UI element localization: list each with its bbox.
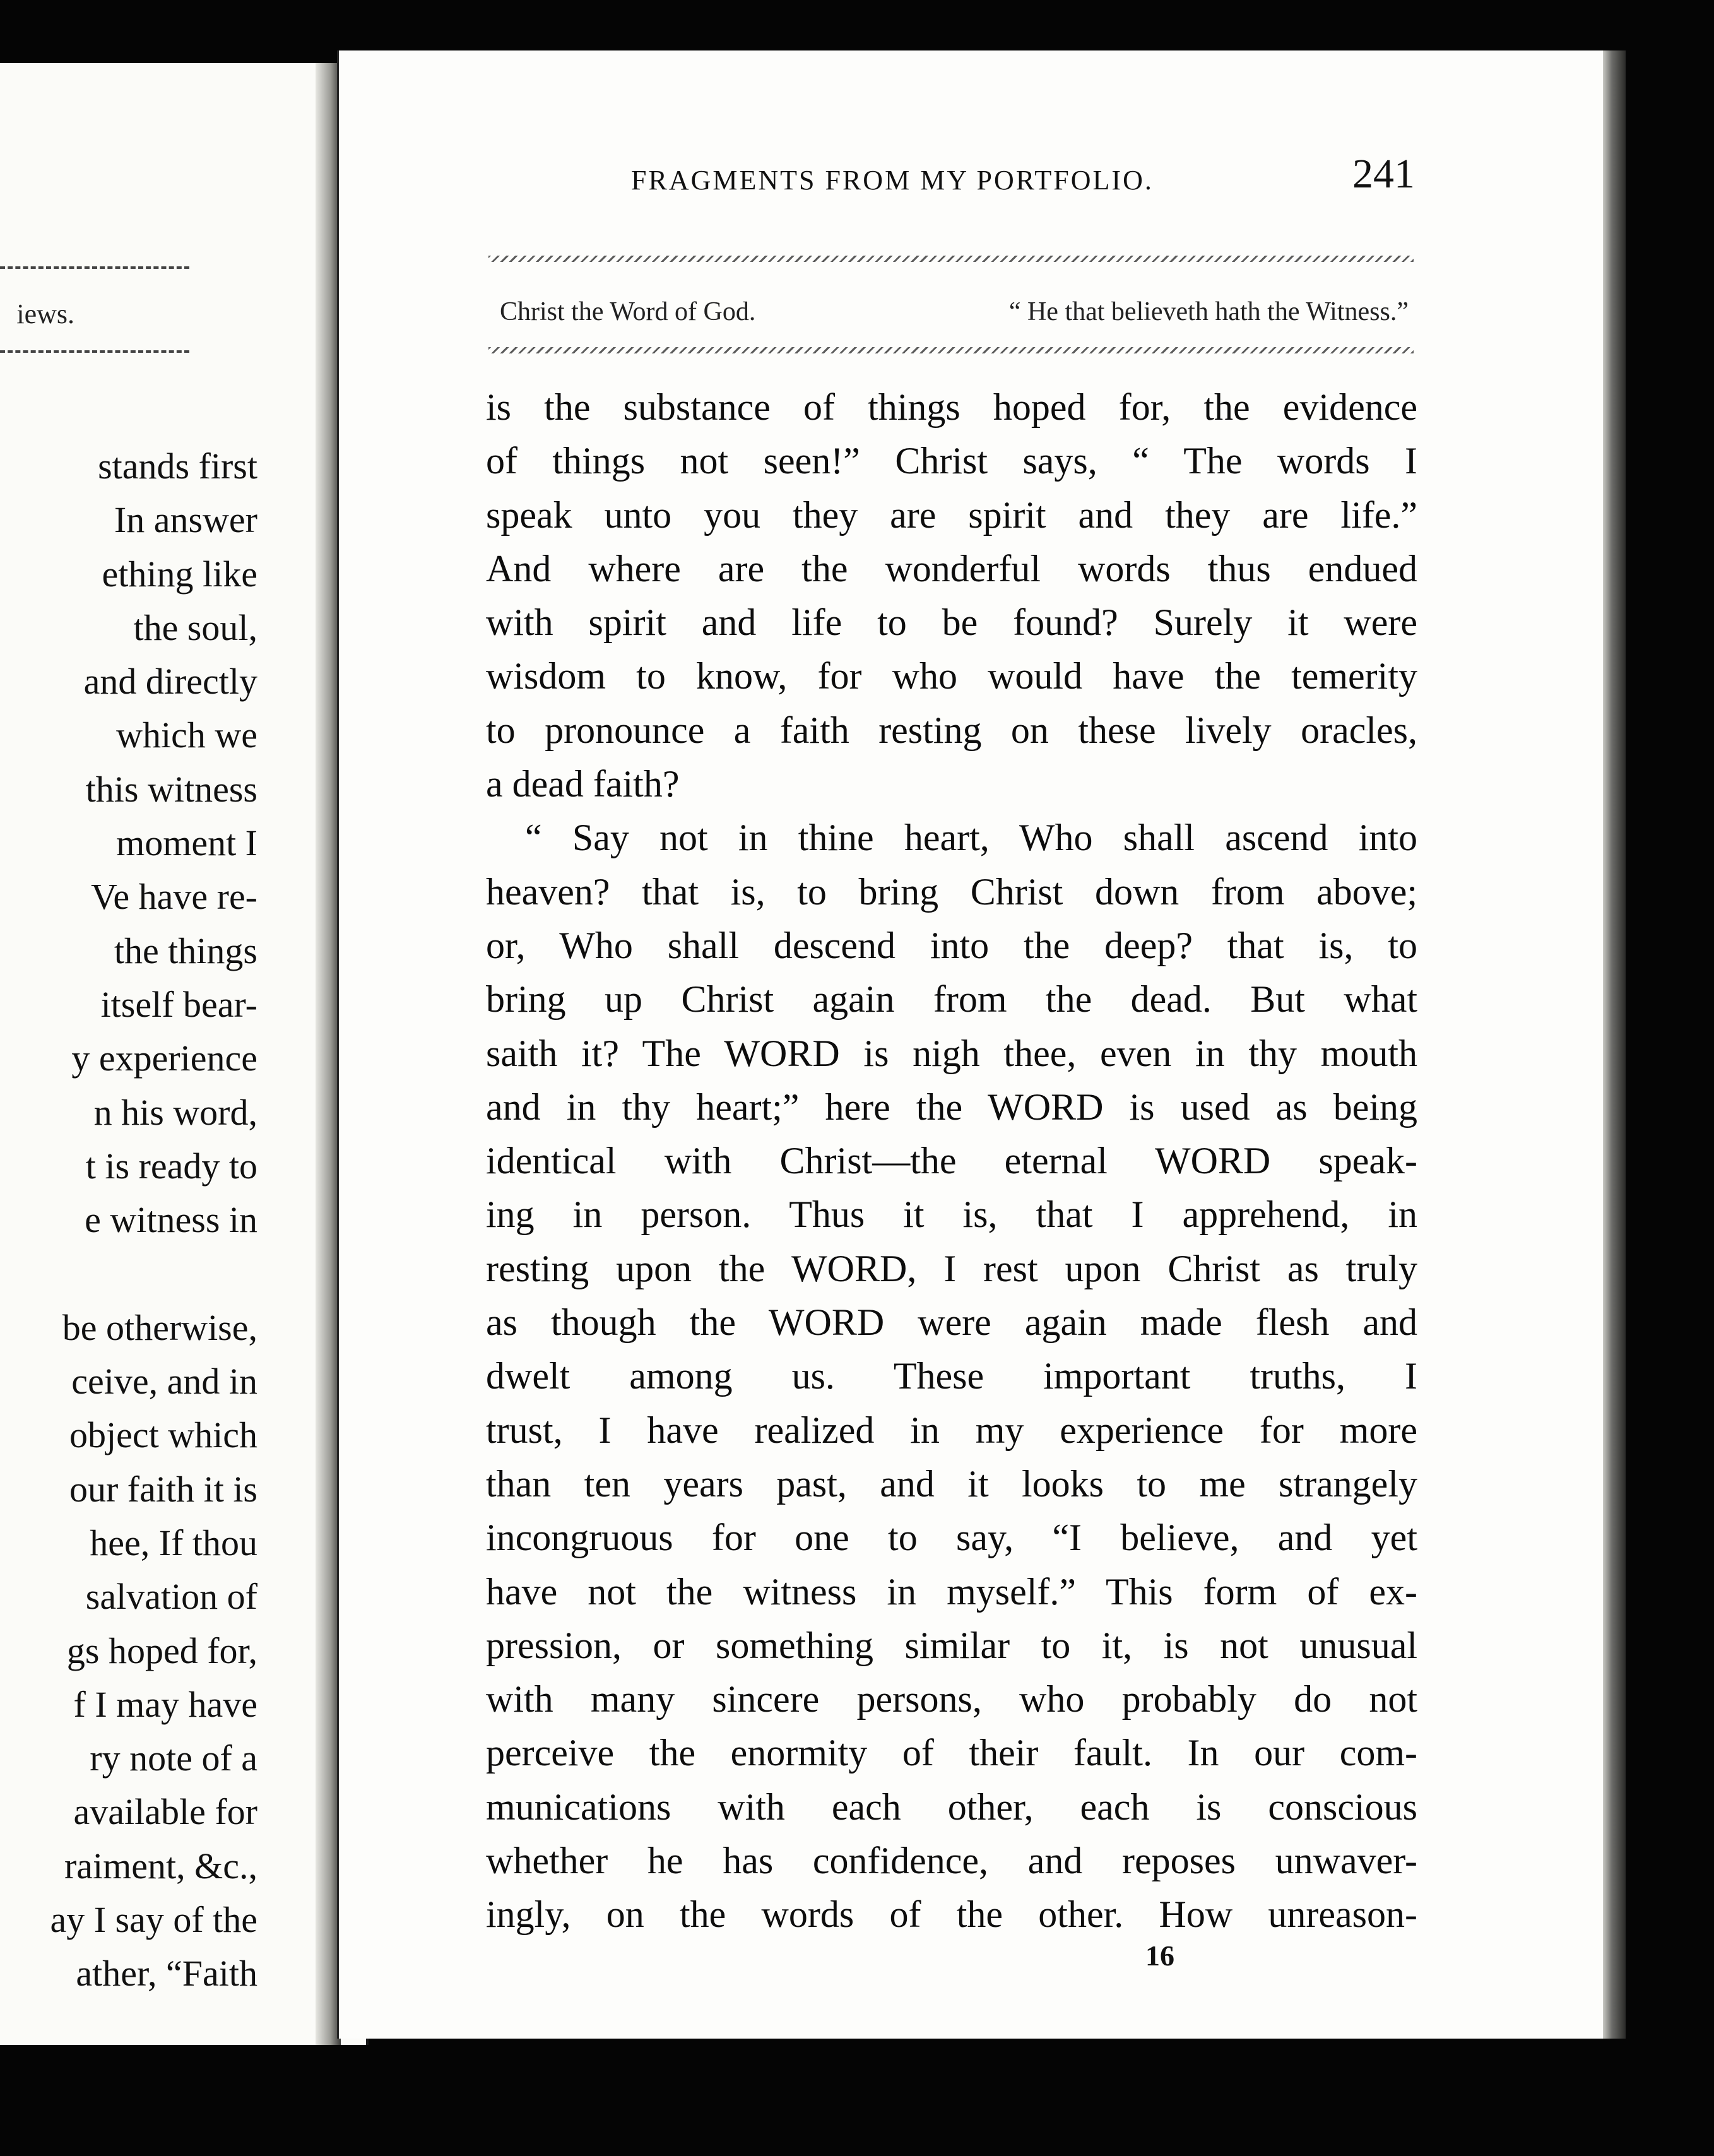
- signature-number: 16: [1145, 1940, 1174, 1972]
- left-text-line: this witness: [85, 768, 257, 810]
- running-title: FRAGMENTS FROM MY PORTFOLIO.: [631, 165, 1154, 196]
- body-text-line: pression, or something similar to it, is not unusual: [486, 1624, 1417, 1666]
- left-text-line: f I may have: [73, 1683, 257, 1725]
- left-text-line: and directly: [83, 661, 257, 702]
- left-text-line: [50, 1247, 257, 1300]
- header-rule-bottom: [488, 347, 1414, 353]
- body-text-line: identical with Christ—the eternal WORD speak-: [486, 1140, 1417, 1182]
- body-text-line: dwelt among us. These important truths, I: [486, 1355, 1417, 1397]
- subhead-right: “ He that believeth hath the Witness.”: [1008, 297, 1409, 326]
- header-rule-top: [488, 256, 1414, 262]
- section-subheads: [500, 297, 1409, 327]
- left-text-line: which we: [116, 714, 257, 756]
- body-text-line: or, Who shall descend into the deep? that is, to: [486, 924, 1417, 966]
- body-text-line: ingly, on the words of the other. How unreason-: [486, 1893, 1417, 1936]
- body-text-line: perceive the enormity of their fault. In our com-: [486, 1732, 1417, 1774]
- body-text-line: wisdom to know, for who would have the temerity: [486, 655, 1417, 697]
- body-text-line: trust, I have realized in my experience for more: [486, 1409, 1417, 1451]
- body-text-line: whether he has confidence, and reposes unwaver-: [486, 1840, 1417, 1882]
- body-text-line: have not the witness in myself.” This form of ex-: [486, 1570, 1417, 1613]
- body-text-line: speak unto you they are spirit and they are life.”: [486, 494, 1417, 536]
- left-text-line: itself bear-: [100, 983, 257, 1025]
- left-running-head: iews.: [16, 299, 74, 329]
- left-text-line: y experience: [71, 1038, 257, 1079]
- body-text-line: of things not seen!” Christ says, “ The words I: [486, 440, 1417, 482]
- page-body-text: [486, 381, 1417, 1942]
- body-text-line: ing in person. Thus it is, that I apprehend, in: [486, 1194, 1417, 1236]
- left-text-line: ay I say of the: [50, 1899, 257, 1941]
- left-text-line: ry note of a: [90, 1738, 257, 1779]
- signature-mark: [0, 1939, 1714, 1972]
- left-text-line: ather, “Faith: [76, 1953, 257, 1994]
- body-text-line: saith it? The WORD is nigh thee, even in thy mouth: [486, 1032, 1417, 1074]
- body-text-line: and in thy heart;” here the WORD is used as being: [486, 1086, 1417, 1128]
- left-text-line: n his word,: [93, 1091, 257, 1133]
- left-text-line: salvation of: [85, 1576, 257, 1618]
- body-text-line: And where are the wonderful words thus endued: [486, 547, 1417, 589]
- previous-page: [0, 63, 369, 2045]
- body-text-line: with many sincere persons, who probably do not: [486, 1678, 1417, 1721]
- page-number: 241: [1352, 151, 1415, 197]
- left-text-line: the things: [114, 930, 257, 971]
- body-text-line: a dead faith?: [486, 763, 680, 805]
- body-text-line: with spirit and life to be found? Surely it were: [486, 601, 1417, 644]
- running-head: [303, 139, 1415, 196]
- left-header-rule-top: [0, 266, 189, 269]
- subhead-left: Christ the Word of God.: [500, 297, 756, 326]
- left-text-line: be otherwise,: [62, 1306, 257, 1348]
- page-edge: [1603, 50, 1626, 2039]
- body-text-line: is the substance of things hoped for, the evidence: [486, 386, 1417, 428]
- body-text-line: than ten years past, and it looks to me strangely: [486, 1462, 1417, 1505]
- left-text-line: our faith it is: [69, 1468, 257, 1510]
- left-text-line: hee, If thou: [90, 1522, 257, 1563]
- left-text-line: stands first: [98, 446, 257, 487]
- left-page-text: [50, 439, 257, 2001]
- body-text-line: to pronounce a faith resting on these lively oracles,: [486, 709, 1417, 751]
- body-text-line: as though the WORD were again made flesh and: [486, 1301, 1417, 1344]
- body-text-line: incongruous for one to say, “I believe, and yet: [486, 1517, 1417, 1559]
- body-text-line: bring up Christ again from the dead. But what: [486, 978, 1417, 1021]
- left-text-line: t is ready to: [85, 1145, 257, 1187]
- left-text-line: raiment, &c.,: [64, 1845, 257, 1886]
- left-text-line: ething like: [102, 553, 257, 595]
- body-text-line: “ Say not in thine heart, Who shall ascend into: [525, 817, 1417, 859]
- left-text-line: object which: [69, 1414, 257, 1456]
- left-header-rule-bottom: [0, 350, 189, 353]
- left-text-line: the soul,: [133, 607, 257, 648]
- left-text-line: ceive, and in: [71, 1361, 257, 1402]
- left-text-line: e witness in: [85, 1199, 257, 1241]
- body-text-line: heaven? that is, to bring Christ down from above;: [486, 870, 1417, 913]
- body-text-line: munications with each other, each is conscious: [486, 1786, 1417, 1828]
- left-text-line: gs hoped for,: [66, 1630, 257, 1671]
- left-text-line: In answer: [114, 499, 257, 541]
- left-text-line: Ve have re-: [90, 876, 257, 918]
- left-text-line: moment I: [116, 822, 257, 864]
- left-text-line: available for: [73, 1791, 257, 1833]
- body-text-line: resting upon the WORD, I rest upon Christ as truly: [486, 1247, 1417, 1289]
